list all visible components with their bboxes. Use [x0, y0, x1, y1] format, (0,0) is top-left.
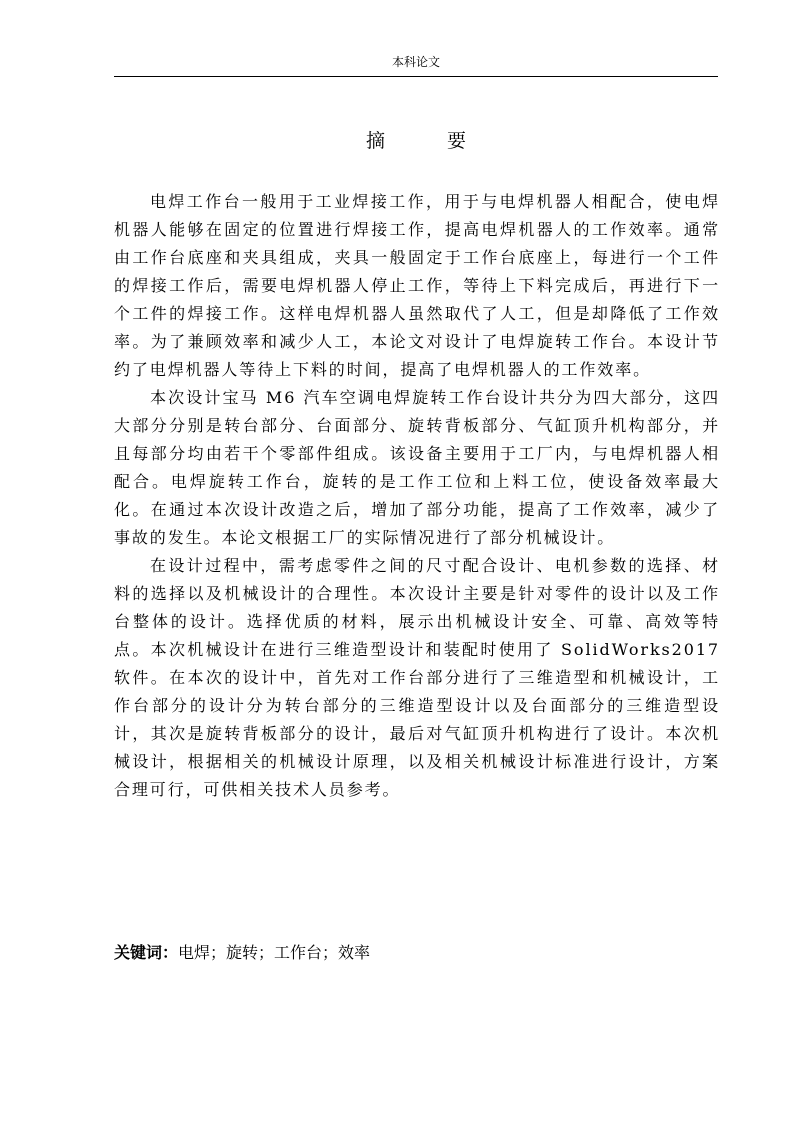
running-header: 本科论文 [391, 55, 440, 69]
abstract-paragraph-2: 本次设计宝马 M6 汽车空调电焊旋转工作台设计共分为四大部分，这四大部分分别是转台部分、台面部分、旋转背板部分、气缸顶升机构部分，并且每部分均由若干个零部件组成。该设备主要用于工厂内，与电焊机器人相配合。电焊旋转工作台，旋转的是工作工位和上料工位，使设备效率最大化。在通过本次设计改造之后，增加了部分功能，提高了工作效率，减少了事故的发生。本论文根据工厂的实际情况进行了部分机械设计。 [114, 388, 720, 547]
abstract-paragraph-3: 在设计过程中，需考虑零件之间的尺寸配合设计、电机参数的选择、材料的选择以及机械设计的合理性。本次设计主要是针对零件的设计以及工作台整体的设计。选择优质的材料，展示出机械设计安全、可靠、高效等特点。本次机械设计在进行三维造型设计和装配时使用了 SolidWorks2017 软件。在本次的设计中，首先对工作台部分进行了三维造型和机械设计，工作台部分的设计分为转台部分的三维造型设计以及台面部分的三维造型设计，其次是旋转背板部分的设计，最后对气缸顶升机构进行了设计。本次机械设计，根据相关的机械设计原理，以及相关机械设计标准进行设计，方案合理可行，可供相关技术人员参考。 [114, 556, 720, 799]
header-divider [114, 76, 718, 77]
keywords-line [114, 940, 718, 966]
abstract-paragraph-1: 电焊工作台一般用于工业焊接工作，用于与电焊机器人相配合，使电焊机器人能够在固定的位置进行焊接工作，提高电焊机器人的工作效率。通常由工作台底座和夹具组成，夹具一般固定于工作台底座上，每进行一个工件的焊接工作后，需要电焊机器人停止工作，等待上下料完成后，再进行下一个工件的焊接工作。这样电焊机器人虽然取代了人工，但是却降低了工作效率。为了兼顾效率和减少人工，本论文对设计了电焊旋转工作台。本设计节约了电焊机器人等待上下料的时间，提高了电焊机器人的工作效率。 [114, 192, 720, 379]
abstract-body [114, 188, 720, 804]
keywords-value: 电焊；旋转；工作台；效率 [178, 943, 371, 962]
keywords-label: 关键词： [114, 943, 179, 962]
abstract-title: 摘 要 [365, 130, 495, 152]
